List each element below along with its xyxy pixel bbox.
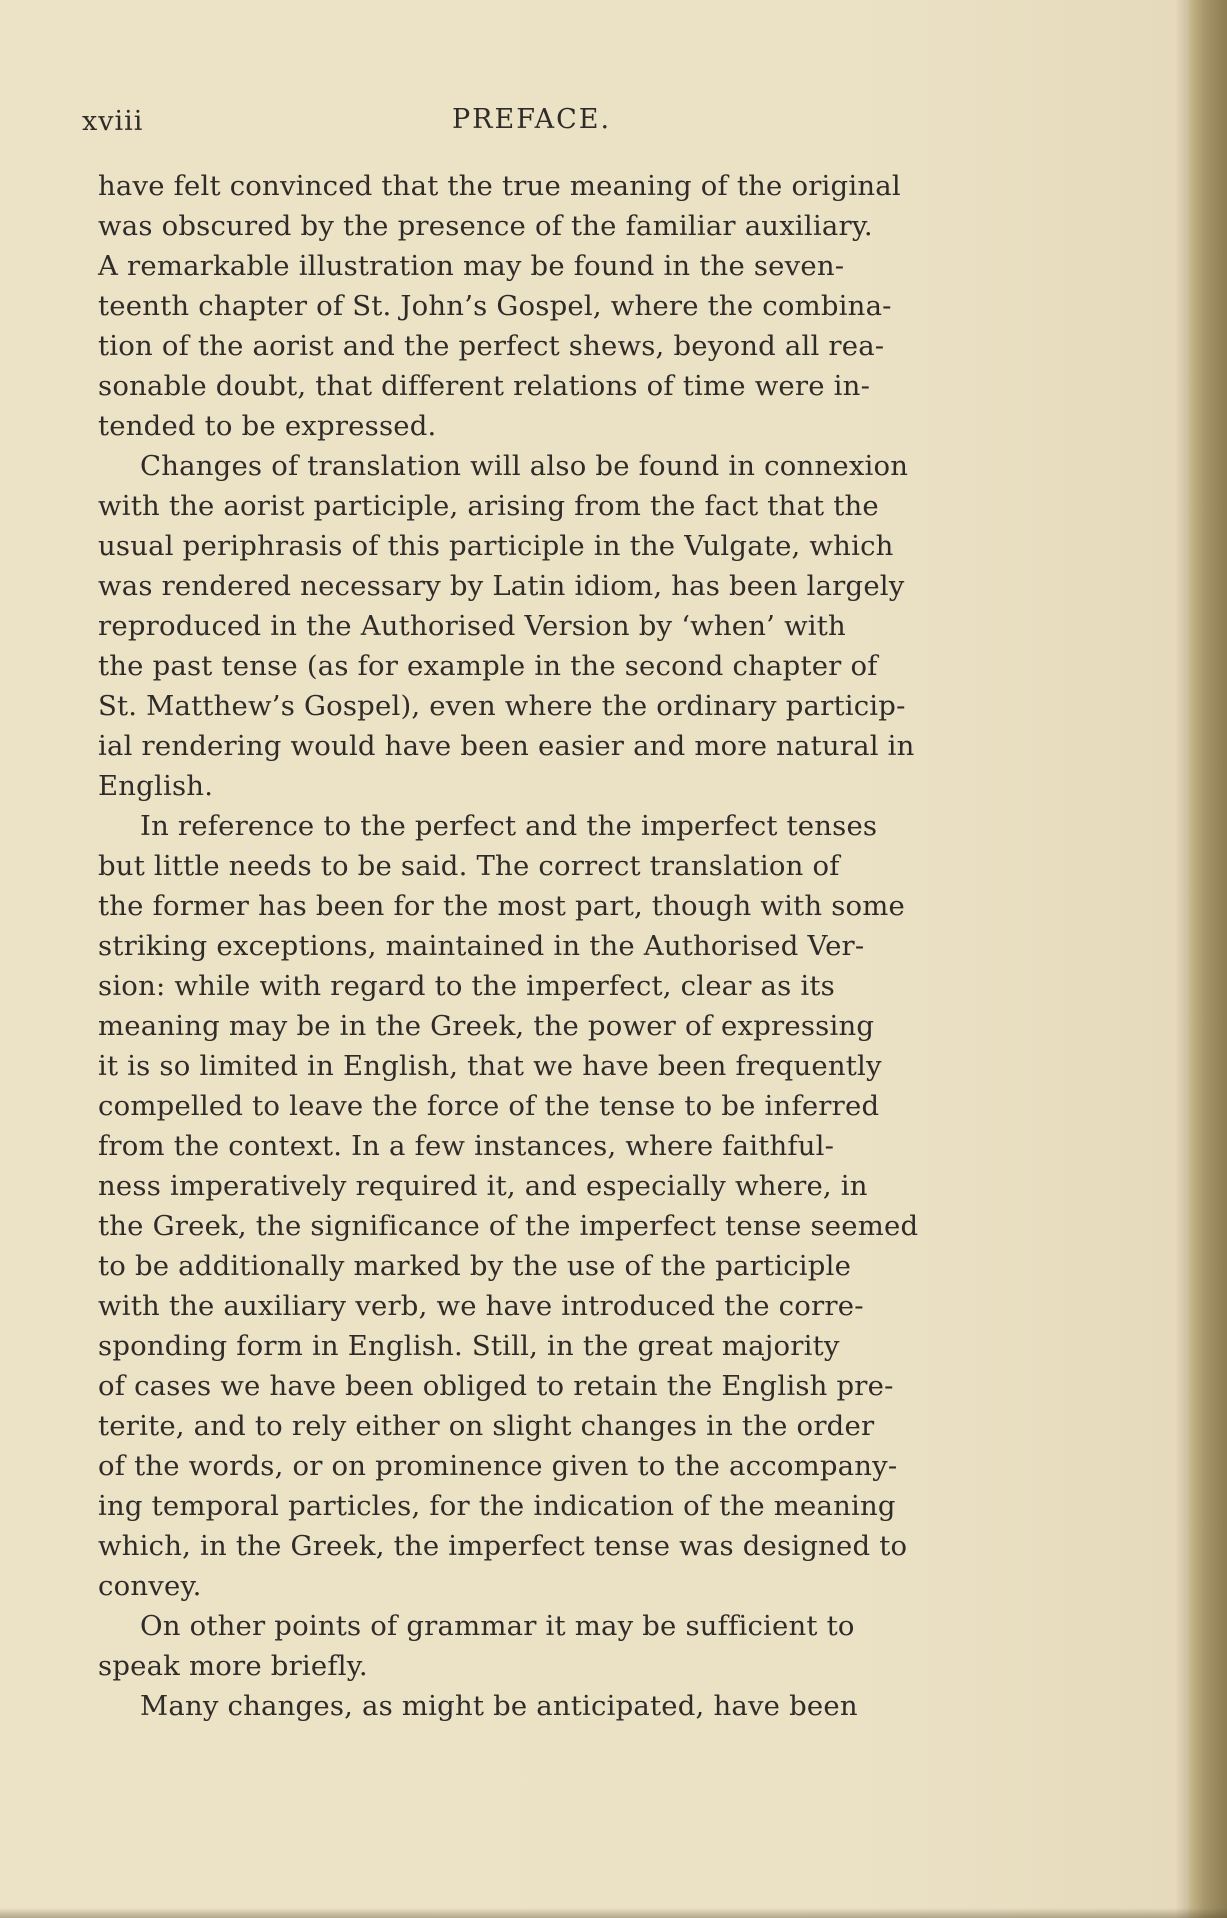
running-head: PREFACE. [452,104,612,135]
text-line: which, in the Greek, the imperfect tense was designed to [98,1530,908,1562]
text-line: tion of the aorist and the perfect shews, beyond all rea- [98,330,885,362]
text-line: of the words, or on prominence given to the accompany- [98,1450,898,1482]
text-line: have felt convinced that the true meaning of the original [98,170,901,202]
text-line: with the aorist participle, arising from the fact that the [98,490,879,522]
page-bottom-edge [0,1908,1227,1918]
text-line: the former has been for the most part, though with some [98,890,906,922]
text-line: terite, and to rely either on slight changes in the order [98,1410,875,1442]
text-line: sion: while with regard to the imperfect, clear as its [98,970,835,1002]
text-line: striking exceptions, maintained in the Authorised Ver- [98,930,865,962]
text-line: ness imperatively required it, and especially where, in [98,1170,868,1202]
text-line: meaning may be in the Greek, the power of expressing [98,1010,875,1042]
text-line: ing temporal particles, for the indication of the meaning [98,1490,896,1522]
text-line: English. [98,770,214,802]
text-line: speak more briefly. [98,1650,368,1682]
text-line: of cases we have been obliged to retain the English pre- [98,1370,894,1402]
text-line: St. Matthew’s Gospel), even where the ordinary particip- [98,690,906,722]
paragraph-start-line: In reference to the perfect and the imperfect tenses [140,810,878,842]
body-text [98,166,1028,1726]
text-line: to be additionally marked by the use of the participle [98,1250,852,1282]
text-line: the past tense (as for example in the second chapter of [98,650,878,682]
text-line: sponding form in English. Still, in the great majority [98,1330,840,1362]
text-line: sonable doubt, that different relations of time were in- [98,370,871,402]
text-line: tended to be expressed. [98,410,437,442]
text-line: ial rendering would have been easier and more natural in [98,730,915,762]
book-spine [1189,0,1227,1918]
text-line: compelled to leave the force of the tense to be inferred [98,1090,880,1122]
text-line: convey. [98,1570,202,1602]
page-number: xviii [82,106,144,137]
text-line: with the auxiliary verb, we have introduced the corre- [98,1290,864,1322]
page-header [82,100,1027,148]
text-line: reproduced in the Authorised Version by ‘when’ with [98,610,846,642]
gutter-shadow [1175,0,1189,1918]
text-line: usual periphrasis of this participle in the Vulgate, which [98,530,894,562]
text-line: from the context. In a few instances, where faithful- [98,1130,835,1162]
text-line: teenth chapter of St. John’s Gospel, where the combina- [98,290,892,322]
text-line: A remarkable illustration may be found in the seven- [98,250,845,282]
text-line: was rendered necessary by Latin idiom, has been largely [98,570,905,602]
text-line: it is so limited in English, that we have been frequently [98,1050,882,1082]
paragraph-start-line: On other points of grammar it may be sufficient to [140,1610,855,1642]
text-line: but little needs to be said. The correct translation of [98,850,840,882]
paragraph-start-line: Changes of translation will also be found in connexion [140,450,909,482]
paragraph-start-line: Many changes, as might be anticipated, have been [140,1690,858,1722]
text-line: was obscured by the presence of the familiar auxiliary. [98,210,873,242]
text-line: the Greek, the significance of the imperfect tense seemed [98,1210,919,1242]
